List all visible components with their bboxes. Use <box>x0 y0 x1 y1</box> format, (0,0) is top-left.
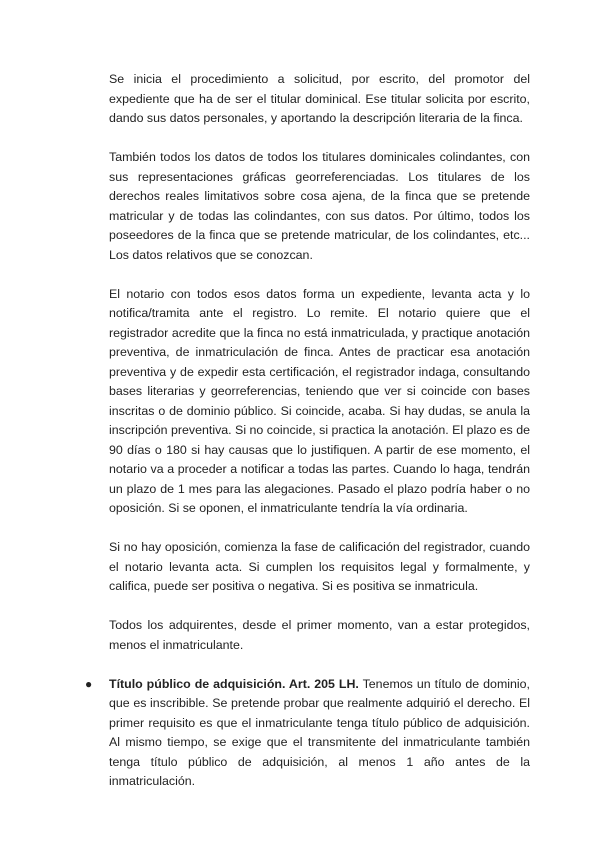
bullet-body: Tenemos un título de dominio, que es inscribible. Se pretende probar que realmente adquirió el derecho. El primer requisito es que el inmatriculante tenga título público de adquisición. Al mismo tiempo, se exige que el transmitente del inmatriculante también tenga título público de adquisición, al menos 1 año antes de la inmatriculación. <box>109 676 530 788</box>
paragraph-procedure-start: Se inicia el procedimiento a solicitud, por escrito, del promotor del expediente que ha de ser el titular dominical. Ese titular solicita por escrito, dando sus datos personales, y aportando la descripción literaria de la finca. <box>109 72 530 125</box>
paragraph-colindantes: También todos los datos de todos los titulares dominicales colindantes, con sus representaciones gráficas georreferenciadas. Los titulares de los derechos reales limitativos sobre cosa ajena, de la finca que se pretende matricular y de todas las colindantes, con sus datos. Por último, todos los poseedores de la finca que se pretende matricular, de los colindantes, etc... Los datos relativos que se conozcan. <box>109 150 530 262</box>
paragraph-notario-expediente: El notario con todos esos datos forma un expediente, levanta acta y lo notifica/tramita ante el registro. Lo remite. El notario quiere que el registrador acredite que la finca no está inmatriculada, y practique anotación preventiva, de inmatriculación de finca. Antes de practicar esa anotación preventiva y de expedir esta certificación, el registrador indaga, consultando bases literarias y georreferencias, teniendo que ver si coincide con bases inscritas o de dominio público. Si coincide, acaba. Si hay dudas, se anula la inscripción preventiva. Si no coincide, si practica la anotación. El plazo es de 90 días o 180 si hay causas que lo justifiquen. A partir de ese momento, el notario va a proceder a notificar a todas las partes. Cuando lo haga, tendrán un plazo de 1 mes para las alegaciones. Pasado el plazo podría haber o no oposición. Si se oponen, el inmatriculante tendría la vía ordinaria. <box>109 286 530 515</box>
bullet-item-titulo-publico <box>85 675 530 792</box>
bullet-icon: ● <box>85 676 93 691</box>
paragraph-adquirentes: Todos los adquirentes, desde el primer momento, van a estar protegidos, menos el inmatriculante. <box>109 618 530 652</box>
bullet-heading: Título público de adquisición. Art. 205 LH. <box>109 676 359 691</box>
paragraph-calificacion: Si no hay oposición, comienza la fase de calificación del registrador, cuando el notario levanta acta. Si cumplen los requisitos legal y formalmente, y califica, puede ser positiva o negativa. Si es positiva se inmatricula. <box>109 540 530 593</box>
